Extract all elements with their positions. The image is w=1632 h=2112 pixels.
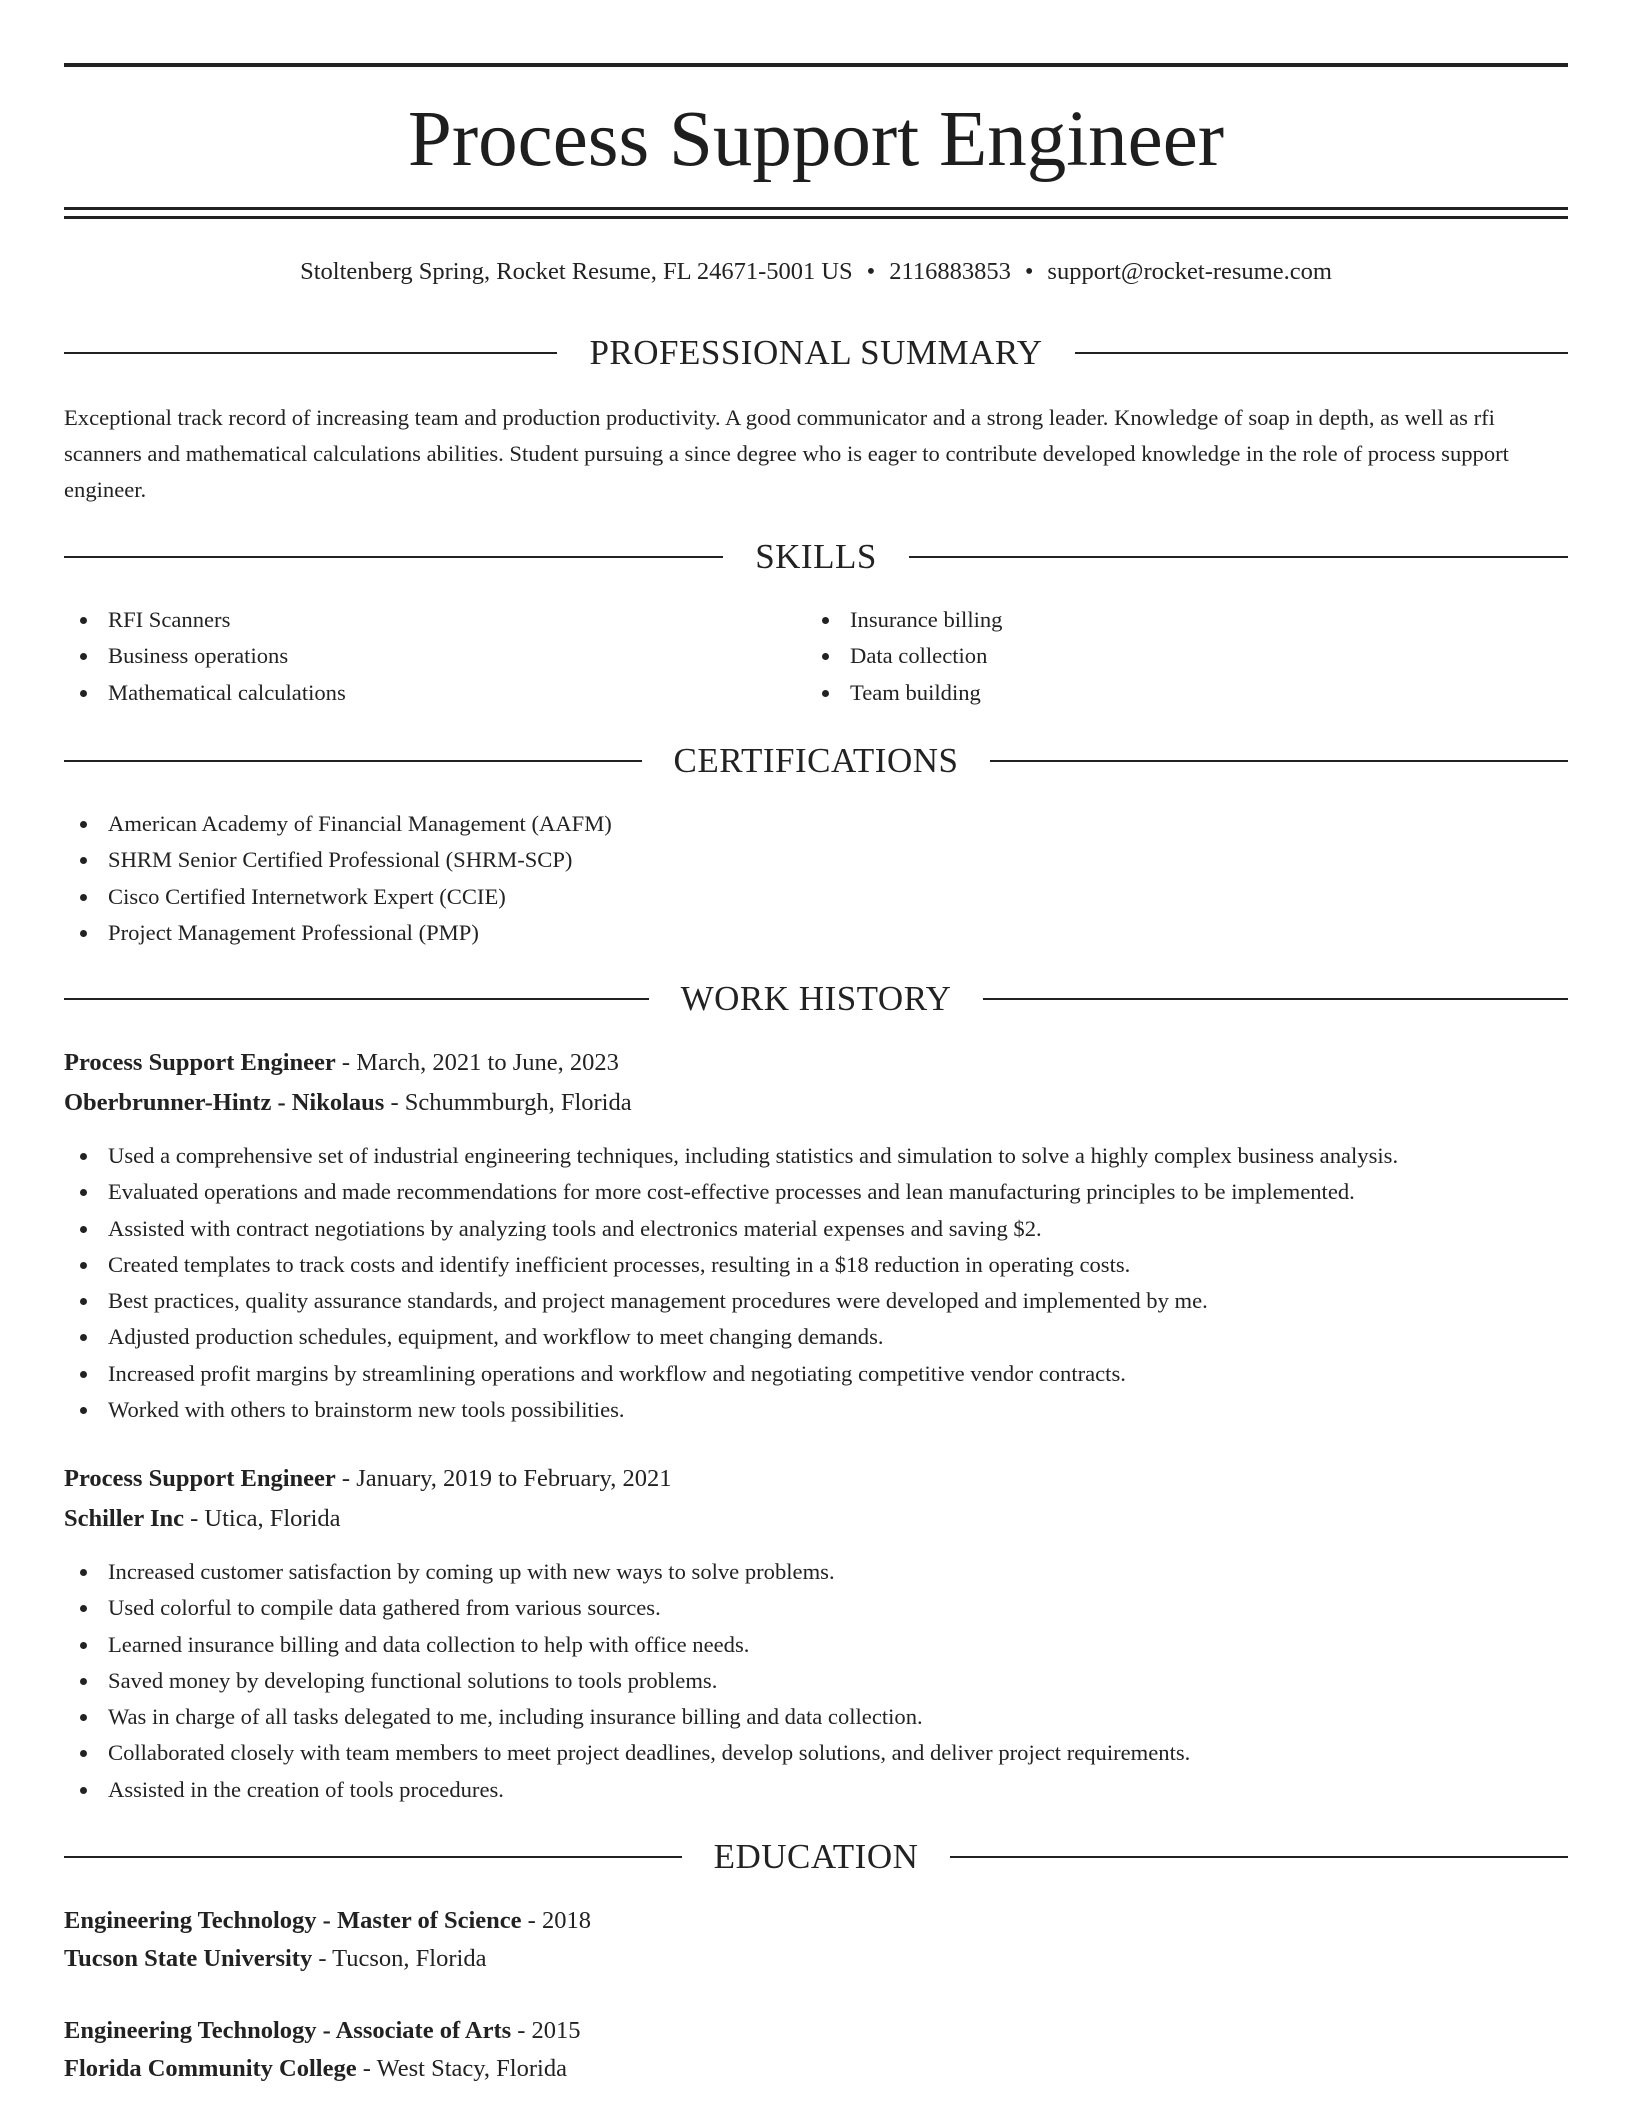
job-role: Process Support Engineer <box>64 1049 336 1076</box>
job-role: Process Support Engineer <box>64 1465 336 1492</box>
certification-item: Project Management Professional (PMP) <box>64 915 1568 951</box>
education-school-line <box>64 2051 1568 2087</box>
job-bullet: Used a comprehensive set of industrial engineering techniques, including statistics and simulation to solve a highly complex business analysis. <box>64 1138 1568 1174</box>
skill-item: RFI Scanners <box>64 602 804 638</box>
education-degree: Engineering Technology - Associate of Arts <box>64 2017 512 2044</box>
page-title: Process Support Engineer <box>407 96 1225 183</box>
summary-heading-label: PROFESSIONAL SUMMARY <box>589 333 1043 372</box>
job-bullet: Collaborated closely with team members to meet project deadlines, develop solutions, and deliver project requirements. <box>64 1735 1568 1771</box>
skills-heading-label: SKILLS <box>755 537 877 576</box>
job-bullet: Adjusted production schedules, equipment, and workflow to meet changing demands. <box>64 1319 1568 1355</box>
heading-rule-right <box>1075 352 1568 354</box>
job-bullet: Used colorful to compile data gathered from various sources. <box>64 1590 1568 1626</box>
contact-separator: • <box>1024 258 1034 285</box>
contact-address: Stoltenberg Spring, Rocket Resume, FL 24671-5001 US <box>300 258 853 285</box>
job-bullet: Best practices, quality assurance standards, and project management procedures were developed and implemented by me. <box>64 1283 1568 1319</box>
job-bullet: Created templates to track costs and identify inefficient processes, resulting in a $18 reduction in operating costs. <box>64 1247 1568 1283</box>
job-bullets <box>64 1138 1568 1428</box>
job-title-line <box>64 1045 1568 1081</box>
job-bullet: Was in charge of all tasks delegated to me, including insurance billing and data collection. <box>64 1699 1568 1735</box>
title-rule-upper <box>64 207 1568 210</box>
job-bullet: Learned insurance billing and data collection to help with office needs. <box>64 1627 1568 1663</box>
heading-rule-right <box>950 1856 1568 1858</box>
job-bullet: Assisted with contract negotiations by analyzing tools and electronics material expenses and saving $2. <box>64 1211 1568 1247</box>
education-school: Tucson State University <box>64 1945 313 1972</box>
job-location: - Utica, Florida <box>184 1505 341 1532</box>
heading-rule-left <box>64 556 723 558</box>
work-history-heading <box>64 977 1568 1021</box>
skills-heading <box>64 535 1568 579</box>
job-bullet: Evaluated operations and made recommendations for more cost-effective processes and lean manufacturing principles to be implemented. <box>64 1174 1568 1210</box>
education-year: - 2015 <box>511 2017 581 2044</box>
job-company-line <box>64 1501 1568 1537</box>
education-degree-line <box>64 1903 1568 1939</box>
education-year: - 2018 <box>521 1907 591 1934</box>
heading-rule-right <box>909 556 1568 558</box>
job-company: Schiller Inc <box>64 1505 185 1532</box>
contact-separator: • <box>866 258 876 285</box>
heading-rule-left <box>64 352 557 354</box>
work-history-heading-label: WORK HISTORY <box>680 979 952 1018</box>
job-location: - Schummburgh, Florida <box>384 1089 632 1116</box>
job-bullets <box>64 1554 1568 1808</box>
skill-item: Team building <box>806 675 1546 711</box>
top-rule <box>64 63 1568 67</box>
certification-item: American Academy of Financial Management (AAFM) <box>64 806 1568 842</box>
certifications-heading <box>64 739 1568 783</box>
contact-email: support@rocket-resume.com <box>1047 258 1332 285</box>
title-rule-lower <box>64 216 1568 219</box>
job-bullet: Saved money by developing functional solutions to tools problems. <box>64 1663 1568 1699</box>
skills-list-right <box>806 602 1546 711</box>
certification-item: SHRM Senior Certified Professional (SHRM-SCP) <box>64 842 1568 878</box>
certification-item: Cisco Certified Internetwork Expert (CCIE) <box>64 879 1568 915</box>
summary-heading <box>64 331 1568 375</box>
education-degree-line <box>64 2013 1568 2049</box>
summary-text: Exceptional track record of increasing team and production productivity. A good communicator and a strong leader. Knowledge of soap in depth, as well as rfi scanners and mathematical calculations abilities. Student pursuing a since degree who is eager to contribute developed knowledge in the role of process support engineer. <box>64 405 1509 502</box>
skills-list-left <box>64 602 804 711</box>
certifications-list <box>64 806 1568 951</box>
education-school: Florida Community College <box>64 2055 357 2082</box>
heading-rule-left <box>64 760 642 762</box>
heading-rule-right <box>983 998 1568 1000</box>
heading-rule-left <box>64 998 649 1000</box>
contact-phone: 2116883853 <box>889 258 1011 285</box>
job-dates: - January, 2019 to February, 2021 <box>335 1465 672 1492</box>
education-location: - Tucson, Florida <box>312 1945 487 1972</box>
job-dates: - March, 2021 to June, 2023 <box>335 1049 619 1076</box>
skill-item: Business operations <box>64 638 804 674</box>
skill-item: Data collection <box>806 638 1546 674</box>
heading-rule-right <box>990 760 1568 762</box>
certifications-heading-label: CERTIFICATIONS <box>673 741 959 780</box>
heading-rule-left <box>64 1856 682 1858</box>
job-company: Oberbrunner-Hintz - Nikolaus <box>64 1089 385 1116</box>
job-company-line <box>64 1085 1568 1121</box>
job-title-line <box>64 1461 1568 1497</box>
contact-line <box>64 254 1568 290</box>
education-degree: Engineering Technology - Master of Science <box>64 1907 522 1934</box>
skill-item: Insurance billing <box>806 602 1546 638</box>
job-bullet: Increased profit margins by streamlining operations and workflow and negotiating competitive vendor contracts. <box>64 1356 1568 1392</box>
education-location: - West Stacy, Florida <box>356 2055 567 2082</box>
skill-item: Mathematical calculations <box>64 675 804 711</box>
job-bullet: Worked with others to brainstorm new tools possibilities. <box>64 1392 1568 1428</box>
job-bullet: Increased customer satisfaction by coming up with new ways to solve problems. <box>64 1554 1568 1590</box>
education-heading-label: EDUCATION <box>713 1837 919 1876</box>
education-heading <box>64 1835 1568 1879</box>
education-school-line <box>64 1941 1568 1977</box>
job-bullet: Assisted in the creation of tools procedures. <box>64 1772 1568 1808</box>
